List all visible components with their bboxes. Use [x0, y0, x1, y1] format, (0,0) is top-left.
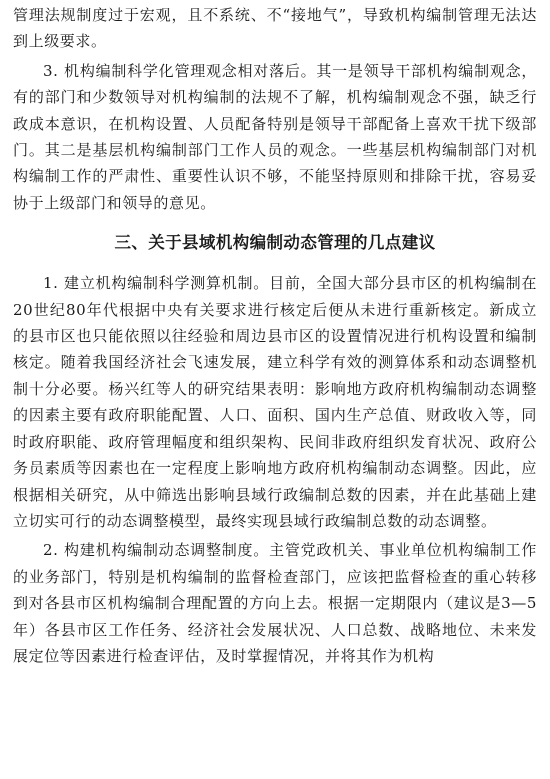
document-page: [13, 2, 537, 669]
paragraph-suggestion-2: 2. 构建机构编制动态调整制度。主管党政机关、事业单位机构编制工作的业务部门，特别是机构编制的监督检查部门，应该把监督检查的重心转移到对各县市区机构编制合理配置的方向上去。根据一定期限内（建议是3—5年）各县市区工作任务、经济社会发展状况、人口总数、战略地位、未来发展定位等因素进行检查评估，及时掌握情况，并将其作为机构: [13, 541, 537, 665]
paragraph-suggestion-1: 1. 建立机构编制科学测算机制。目前，全国大部分县市区的机构编制在20世纪80年代根据中央有关要求进行核定后便从未进行重新核定。新成立的县市区也只能依照以往经验和周边县市区的设置情况进行机构设置和编制核定。随着我国经济社会飞速发展，建立科学有效的测算体系和动态调整机制十分必要。杨兴红等人的研究结果表明：影响地方政府机构编制动态调整的因素主要有政府职能配置、人口、面积、国内生产总值、财政收入等，同时政府职能、政府管理幅度和组织架构、民间非政府组织发育状况、政府公务员素质等因素也在一定程度上影响地方政府机构编制动态调整。因此，应根据相关研究，从中筛选出影响县域行政编制总数的因素，并在此基础上建立切实可行的动态调整模型，最终实现县域行政编制总数的动态调整。: [13, 274, 537, 530]
paragraph-point-3: 3. 机构编制科学化管理观念相对落后。其一是领导干部机构编制观念，有的部门和少数领导对机构编制的法规不了解，机构编制观念不强，缺乏行政成本意识，在机构设置、人员配备特别是领导干部配备上喜欢干扰下级部门。其二是基层机构编制部门工作人员的观念。一些基层机构编制部门对机构编制工作的严肃性、重要性认识不够，不能坚持原则和排除干扰，容易妥协于上级部门和领导的意见。: [13, 61, 537, 212]
section-heading: 三、关于县域机构编制动态管理的几点建议: [114, 233, 436, 253]
paragraph-continued: 管理法规制度过于宏观，且不系统、不“接地气”，导致机构编制管理无法达到上级要求。: [13, 6, 537, 51]
